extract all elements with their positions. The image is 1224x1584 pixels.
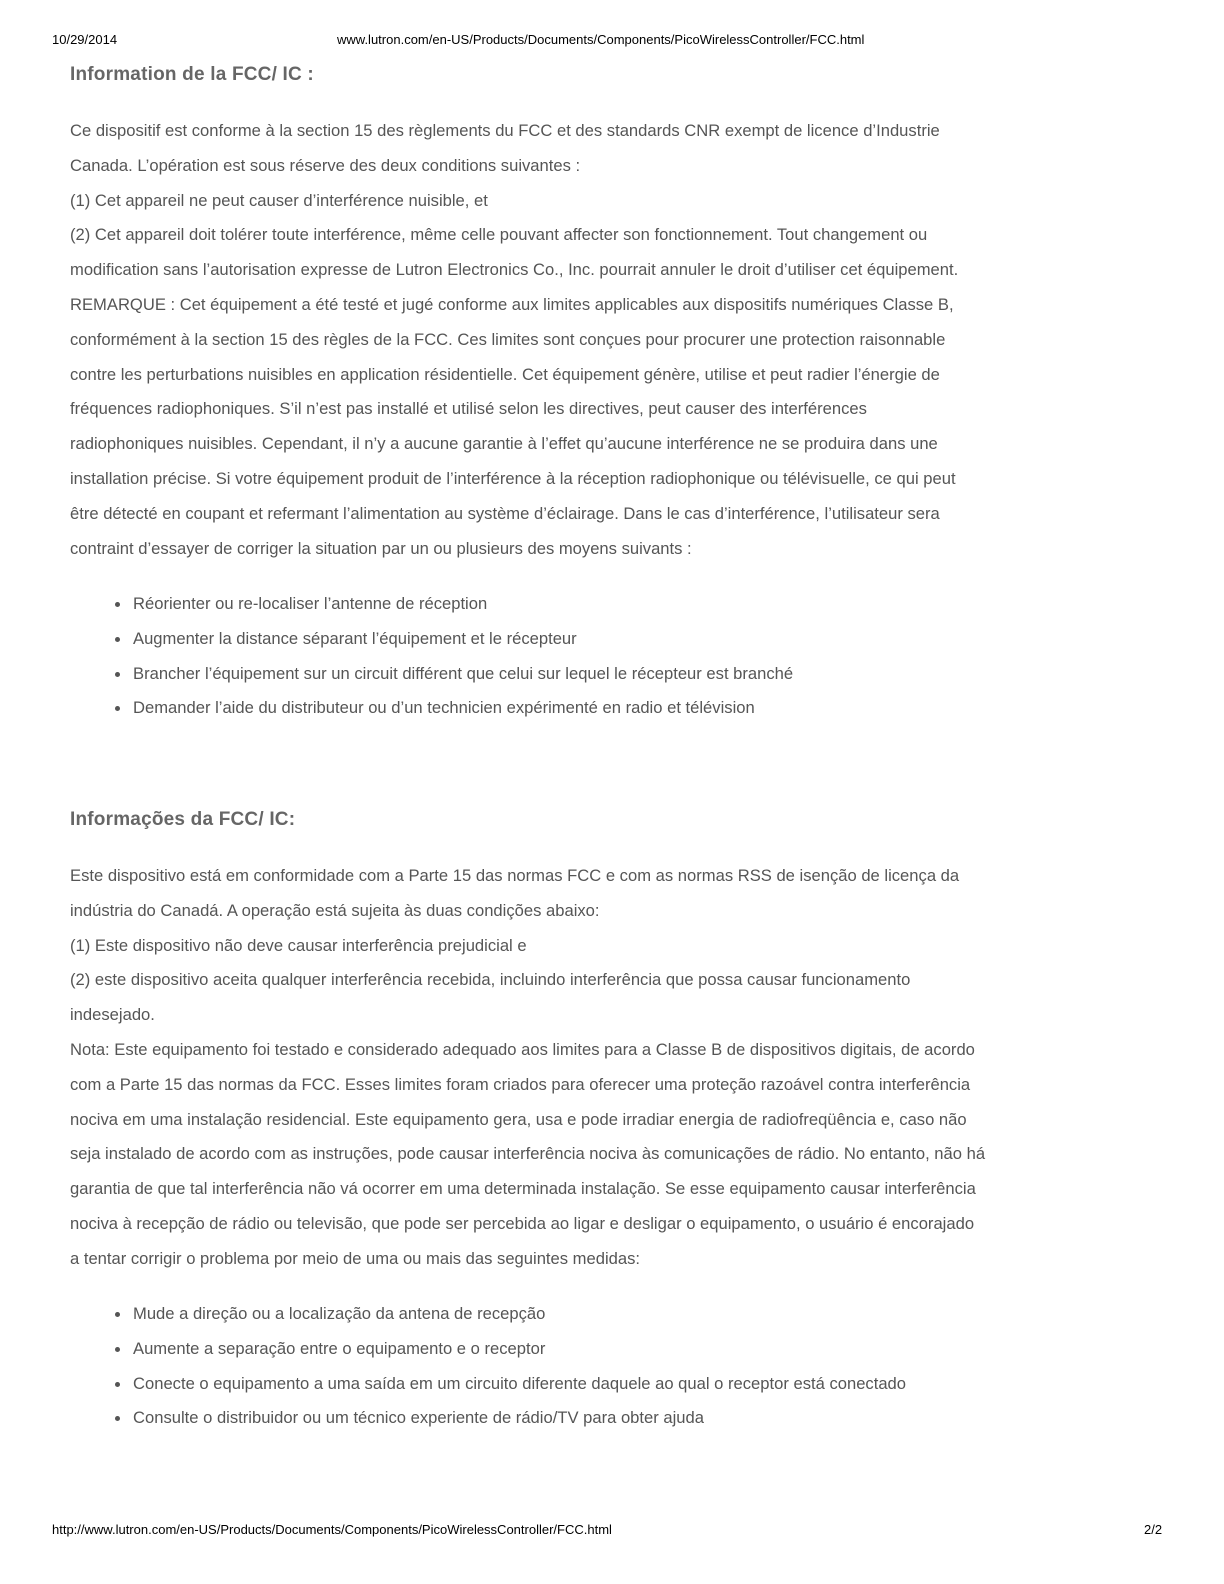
list-item: Conecte o equipamento a uma saída em um circuito diferente daquele ao qual o receptor está conectado (70, 1367, 906, 1402)
french-body (70, 114, 1160, 566)
print-url: www.lutron.com/en-US/Products/Documents/Components/PicoWirelessController/FCC.html (337, 32, 865, 47)
list-item: Réorienter ou re-localiser l’antenne de réception (70, 587, 793, 622)
text-line: contraint d’essayer de corriger la situation par un ou plusieurs des moyens suivants : (70, 538, 692, 558)
list-item: Brancher l’équipement sur un circuit différent que celui sur lequel le récepteur est branché (70, 657, 793, 692)
text-line: (1) Cet appareil ne peut causer d’interférence nuisible, et (70, 190, 488, 210)
portuguese-heading: Informações da FCC/ IC: (70, 809, 296, 830)
text-line: a tentar corrigir o problema por meio de uma ou mais das seguintes medidas: (70, 1248, 641, 1268)
text-line: com a Parte 15 das normas da FCC. Esses limites foram criados para oferecer uma proteção razoável contra interferência (70, 1074, 971, 1094)
text-line: (2) Cet appareil doit tolérer toute interférence, même celle pouvant affecter son fonctionnement. Tout changement ou (70, 225, 928, 245)
text-line: (2) este dispositivo aceita qualquer interferência recebida, incluindo interferência que possa causar funcionamento (70, 970, 911, 990)
list-item: Aumente a separação entre o equipamento e o receptor (70, 1332, 906, 1367)
text-line: nociva em uma instalação residencial. Este equipamento gera, usa e pode irradiar energia de radiofreqüência e, caso não (70, 1109, 967, 1129)
text-line: Nota: Este equipamento foi testado e considerado adequado aos limites para a Classe B de dispositivos digitais, de acordo (70, 1039, 975, 1059)
text-line: modification sans l’autorisation expresse de Lutron Electronics Co., Inc. pourrait annuler le droit d’utiliser cet équipement. (70, 260, 959, 280)
french-list (70, 587, 793, 726)
text-line: conformément à la section 15 des règles de la FCC. Ces limites sont conçues pour procurer une protection raisonnable (70, 329, 946, 349)
text-line: indústria do Canadá. A operação está sujeita às duas condições abaixo: (70, 900, 600, 920)
list-item: Mude a direção ou a localização da antena de recepção (70, 1297, 906, 1332)
list-item: Consulte o distribuidor ou um técnico experiente de rádio/TV para obter ajuda (70, 1401, 906, 1436)
text-line: installation précise. Si votre équipement produit de l’interférence à la réception radiophonique ou télévisuelle, ce qui peut (70, 468, 956, 488)
page-number: 2/2 (1144, 1522, 1163, 1537)
text-line: Este dispositivo está em conformidade com a Parte 15 das normas FCC e com as normas RSS de isenção de licença da (70, 866, 960, 885)
text-line: nociva à recepção de rádio ou televisão, que pode ser percebida ao ligar e desligar o equipamento, o usuário é encorajado (70, 1213, 975, 1233)
text-line: REMARQUE : Cet équipement a été testé et jugé conforme aux limites applicables aux dispositifs numériques Classe B, (70, 294, 954, 314)
footer-url: http://www.lutron.com/en-US/Products/Documents/Components/PicoWirelessController/FCC.html (52, 1522, 612, 1537)
text-line: seja instalado de acordo com as instruções, pode causar interferência nociva às comunicações de rádio. No entanto, não há (70, 1144, 986, 1164)
list-item: Demander l’aide du distributeur ou d’un technicien expérimenté en radio et télévision (70, 691, 793, 726)
text-line: fréquences radiophoniques. S’il n’est pas installé et utilisé selon les directives, peut causer des interférences (70, 399, 867, 419)
text-line: indesejado. (70, 1005, 155, 1025)
text-line: garantia de que tal interferência não vá ocorrer em uma determinada instalação. Se esse equipamento causar interferência (70, 1179, 976, 1199)
portuguese-list (70, 1297, 906, 1436)
print-date: 10/29/2014 (52, 32, 118, 47)
french-heading: Information de la FCC/ IC : (70, 64, 314, 85)
list-item: Augmenter la distance séparant l’équipement et le récepteur (70, 622, 793, 657)
text-line: (1) Este dispositivo não deve causar interferência prejudicial e (70, 935, 527, 955)
text-line: Canada. L’opération est sous réserve des deux conditions suivantes : (70, 155, 581, 175)
text-line: radiophoniques nuisibles. Cependant, il n’y a aucune garantie à l’effet qu’aucune interférence ne se produira dans une (70, 434, 938, 454)
text-line: être détecté en coupant et refermant l’alimentation au système d’éclairage. Dans le cas d’interférence, l’utilisateur sera (70, 503, 940, 523)
portuguese-body (70, 859, 1160, 1277)
text-line: Ce dispositif est conforme à la section 15 des règlements du FCC et des standards CNR exempt de licence d’Industrie (70, 121, 940, 140)
text-line: contre les perturbations nuisibles en application résidentielle. Cet équipement génère, utilise et peut radier l’énergie de (70, 364, 940, 384)
